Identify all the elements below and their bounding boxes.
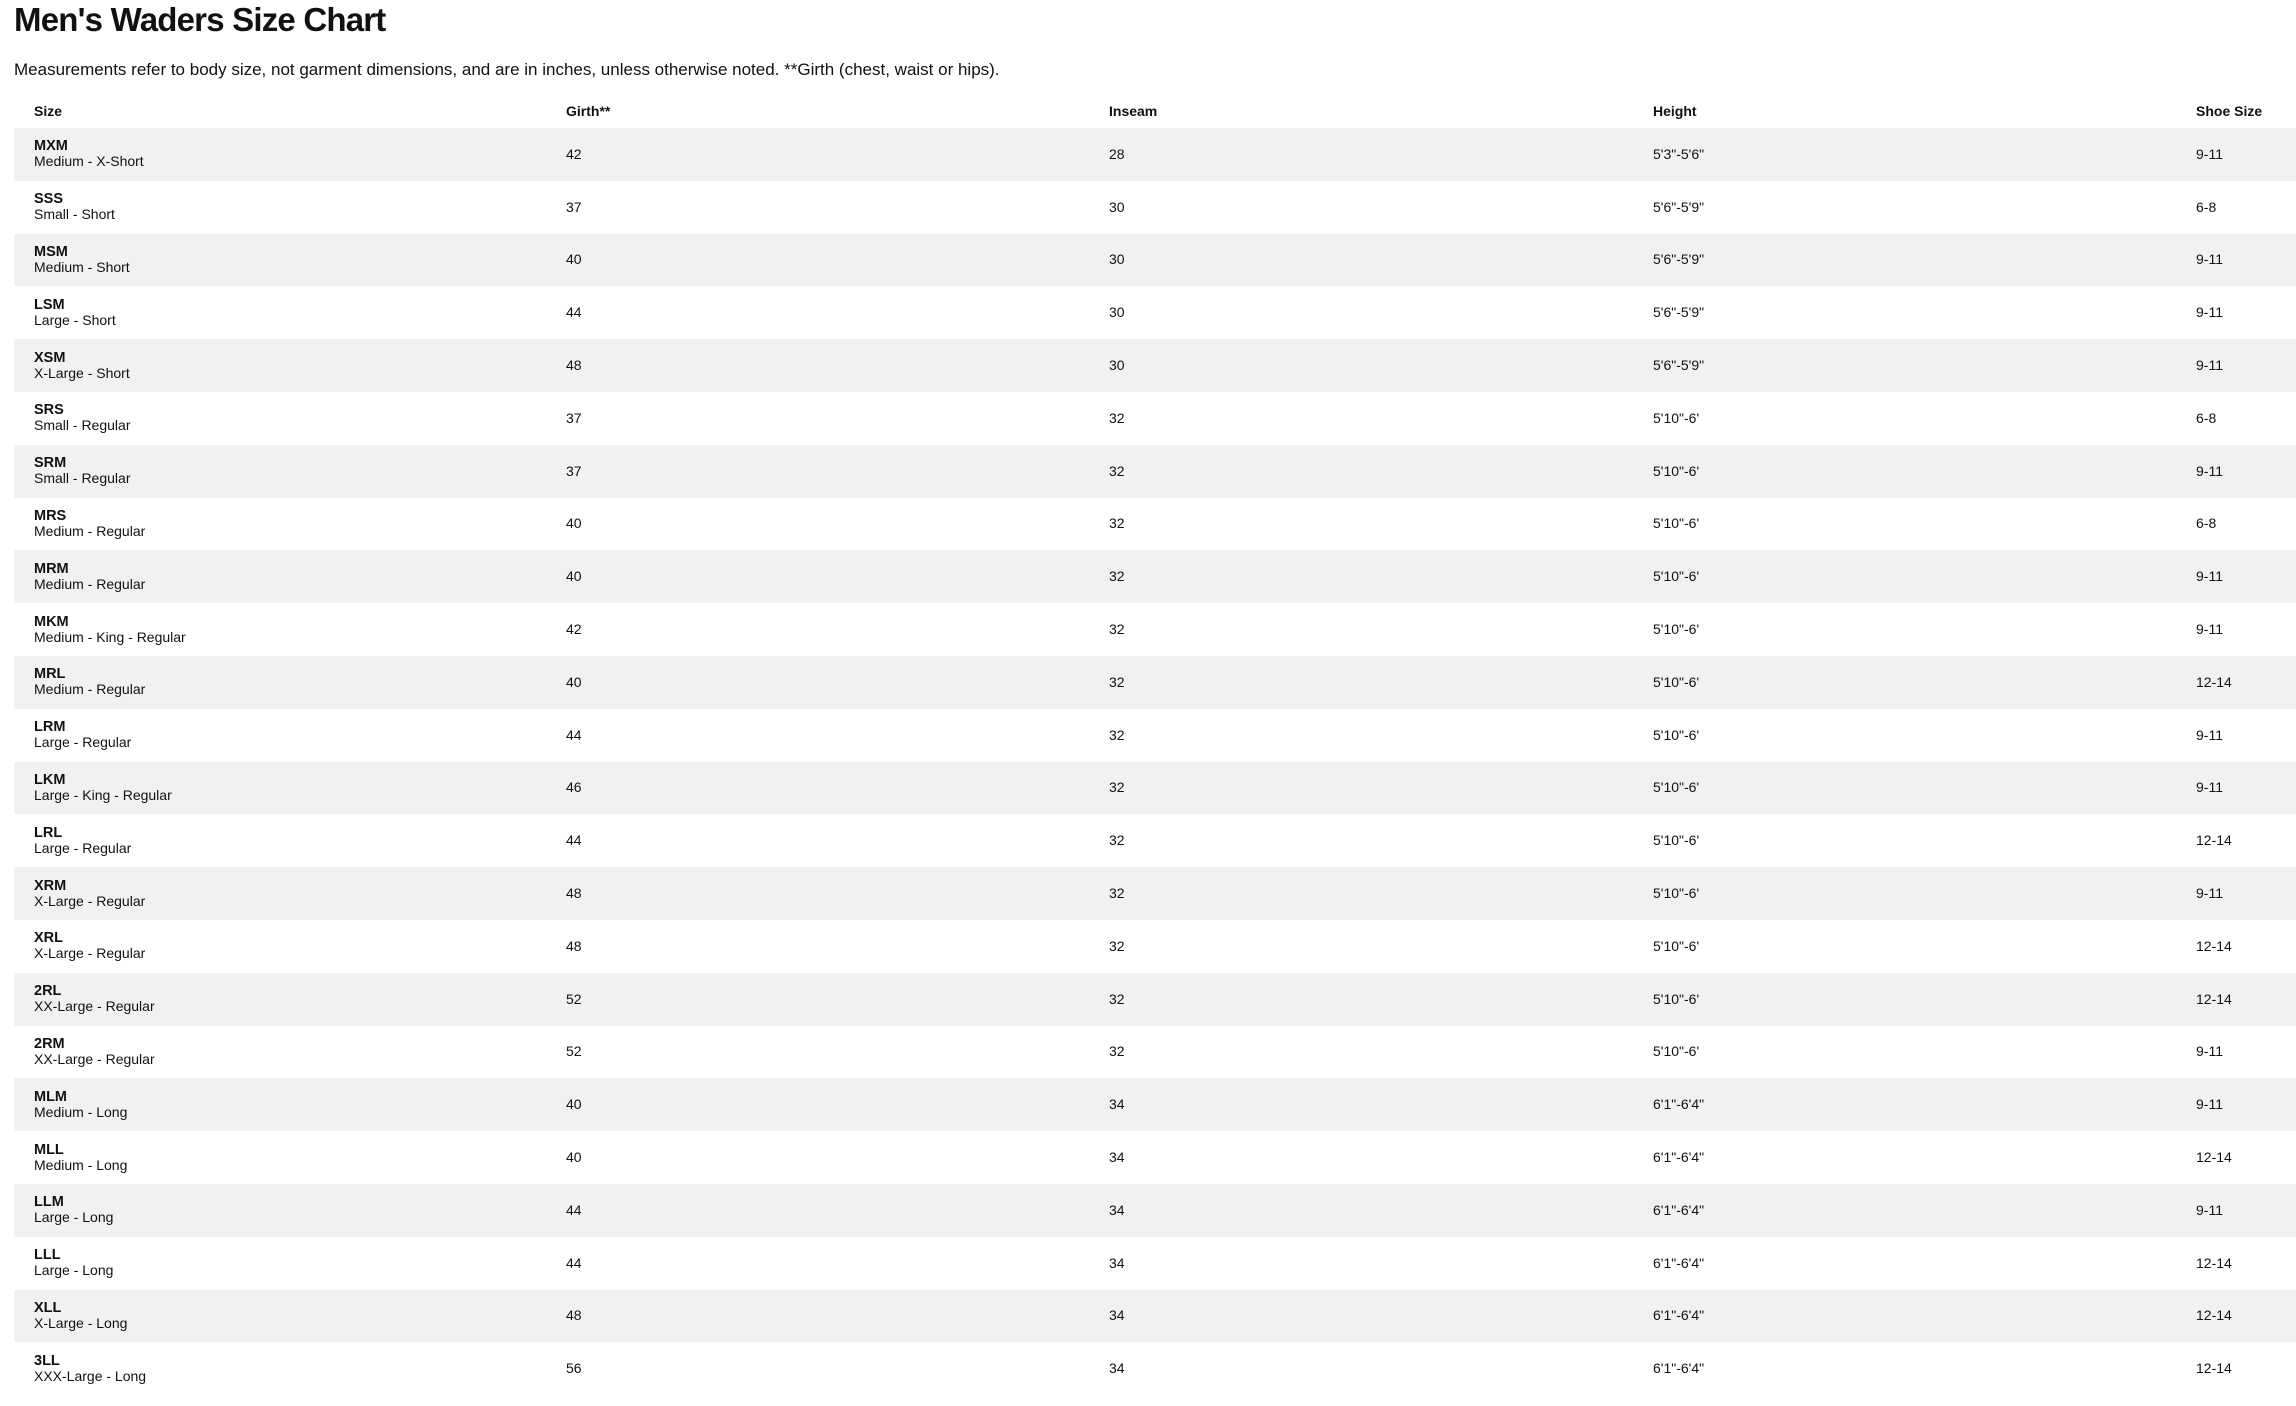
table-row [14,392,2296,445]
table-row [14,920,2296,973]
inseam-cell: 32 [1089,445,1633,498]
size-cell [14,656,546,709]
header-inseam: Inseam [1109,103,1158,119]
page-title: Men's Waders Size Chart [14,1,386,38]
size-cell [14,709,546,762]
girth-cell: 52 [546,973,1089,1026]
shoe-size-cell: 9-11 [2176,234,2296,287]
height-cell: 5'10"-6' [1633,1026,2176,1079]
table-row [14,867,2296,920]
shoe-size-cell: 12-14 [2176,1237,2296,1290]
girth-cell: 52 [546,1026,1089,1079]
size-cell [14,286,546,339]
girth-cell: 40 [546,550,1089,603]
shoe-size-cell: 9-11 [2176,445,2296,498]
size-cell [14,867,546,920]
measurement-note: Measurements refer to body size, not garment dimensions, and are in inches, unless otherwise noted. **Girth (chest, waist or hips). [14,60,1000,79]
size-code: MKM [34,613,69,630]
size-code: LSM [34,296,65,313]
size-cell [14,814,546,867]
size-cell [14,1184,546,1237]
height-cell: 5'10"-6' [1633,445,2176,498]
size-cell [14,1237,546,1290]
inseam-cell: 32 [1089,920,1633,973]
shoe-size-cell: 9-11 [2176,603,2296,656]
size-description: X-Large - Long [34,1314,128,1331]
girth-cell: 37 [546,392,1089,445]
girth-cell: 48 [546,920,1089,973]
inseam-cell: 32 [1089,973,1633,1026]
height-cell: 5'10"-6' [1633,656,2176,709]
shoe-size-cell: 12-14 [2176,656,2296,709]
inseam-cell: 34 [1089,1131,1633,1184]
size-description: Medium - Long [34,1156,128,1173]
table-row [14,234,2296,287]
girth-cell: 44 [546,286,1089,339]
shoe-size-cell: 9-11 [2176,867,2296,920]
girth-cell: 46 [546,762,1089,815]
size-code: MRM [34,560,69,577]
height-cell: 6'1"-6'4" [1633,1184,2176,1237]
girth-cell: 44 [546,709,1089,762]
shoe-size-cell: 9-11 [2176,550,2296,603]
table-row [14,128,2296,181]
size-code: 3LL [34,1352,60,1369]
inseam-cell: 30 [1089,286,1633,339]
table-row [14,1026,2296,1079]
inseam-cell: 28 [1089,128,1633,181]
header-size: Size [34,103,63,119]
inseam-cell: 32 [1089,762,1633,815]
shoe-size-cell: 12-14 [2176,1131,2296,1184]
girth-cell: 37 [546,445,1089,498]
size-code: LRM [34,719,66,736]
height-cell: 5'6"-5'9" [1633,339,2176,392]
inseam-cell: 30 [1089,339,1633,392]
size-table [14,94,2296,1395]
size-cell [14,1131,546,1184]
header-girth: Girth** [566,103,611,119]
table-row [14,181,2296,234]
height-cell: 5'10"-6' [1633,498,2176,551]
table-body [14,128,2296,1395]
shoe-size-cell: 6-8 [2176,181,2296,234]
size-cell [14,1290,546,1343]
girth-cell: 44 [546,1237,1089,1290]
height-cell: 5'10"-6' [1633,762,2176,815]
inseam-cell: 34 [1089,1184,1633,1237]
size-code: LLM [34,1194,64,1211]
height-cell: 5'10"-6' [1633,920,2176,973]
size-code: MRS [34,507,67,524]
inseam-cell: 32 [1089,656,1633,709]
size-cell [14,445,546,498]
size-code: 2RL [34,983,62,1000]
size-cell [14,181,546,234]
girth-cell: 48 [546,339,1089,392]
girth-cell: 40 [546,656,1089,709]
size-description: Large - King - Regular [34,786,172,803]
table-row [14,762,2296,815]
size-cell [14,234,546,287]
table-row [14,814,2296,867]
girth-cell: 40 [546,1131,1089,1184]
table-row [14,339,2296,392]
height-cell: 6'1"-6'4" [1633,1237,2176,1290]
height-cell: 5'6"-5'9" [1633,286,2176,339]
inseam-cell: 32 [1089,498,1633,551]
table-row [14,550,2296,603]
size-code: SRS [34,402,64,419]
inseam-cell: 32 [1089,603,1633,656]
size-code: XRL [34,930,63,947]
size-cell [14,973,546,1026]
size-cell [14,603,546,656]
inseam-cell: 32 [1089,392,1633,445]
table-row [14,1237,2296,1290]
size-code: LRL [34,824,63,841]
size-description: Small - Regular [34,470,131,487]
shoe-size-cell: 12-14 [2176,920,2296,973]
table-row [14,656,2296,709]
size-cell [14,920,546,973]
table-row [14,1184,2296,1237]
inseam-cell: 34 [1089,1237,1633,1290]
girth-cell: 44 [546,1184,1089,1237]
size-description: XX-Large - Regular [34,1050,155,1067]
header-height: Height [1653,103,1697,119]
height-cell: 5'10"-6' [1633,867,2176,920]
girth-cell: 42 [546,603,1089,656]
size-cell [14,1026,546,1079]
table-row [14,498,2296,551]
size-cell [14,339,546,392]
height-cell: 6'1"-6'4" [1633,1078,2176,1131]
shoe-size-cell: 9-11 [2176,709,2296,762]
girth-cell: 40 [546,234,1089,287]
height-cell: 5'10"-6' [1633,973,2176,1026]
table-row [14,973,2296,1026]
table-row [14,1131,2296,1184]
girth-cell: 40 [546,1078,1089,1131]
size-description: Small - Short [34,206,115,223]
inseam-cell: 34 [1089,1078,1633,1131]
size-code: MXM [34,138,68,155]
girth-cell: 44 [546,814,1089,867]
height-cell: 6'1"-6'4" [1633,1342,2176,1395]
size-code: MRL [34,666,66,683]
table-row [14,1078,2296,1131]
size-description: Small - Regular [34,417,131,434]
inseam-cell: 34 [1089,1342,1633,1395]
size-cell [14,1078,546,1131]
inseam-cell: 32 [1089,709,1633,762]
size-description: XX-Large - Regular [34,998,155,1015]
height-cell: 5'10"-6' [1633,709,2176,762]
shoe-size-cell: 6-8 [2176,392,2296,445]
girth-cell: 40 [546,498,1089,551]
shoe-size-cell: 12-14 [2176,814,2296,867]
height-cell: 5'10"-6' [1633,603,2176,656]
size-description: Medium - Long [34,1103,128,1120]
size-description: XXX-Large - Long [34,1367,147,1384]
size-cell [14,392,546,445]
size-description: Medium - Regular [34,681,146,698]
shoe-size-cell: 9-11 [2176,1078,2296,1131]
table-row [14,286,2296,339]
size-description: Medium - King - Regular [34,628,186,645]
table-row [14,1290,2296,1343]
inseam-cell: 32 [1089,867,1633,920]
size-code: XSM [34,349,66,366]
size-description: Medium - X-Short [34,153,144,170]
height-cell: 5'6"-5'9" [1633,234,2176,287]
girth-cell: 56 [546,1342,1089,1395]
shoe-size-cell: 9-11 [2176,339,2296,392]
inseam-cell: 32 [1089,1026,1633,1079]
girth-cell: 48 [546,1290,1089,1343]
inseam-cell: 30 [1089,181,1633,234]
size-description: Medium - Short [34,258,130,275]
size-code: LKM [34,771,66,788]
size-code: 2RM [34,1035,65,1052]
size-description: X-Large - Regular [34,892,146,909]
inseam-cell: 32 [1089,814,1633,867]
table-row [14,1342,2296,1395]
size-description: X-Large - Short [34,364,130,381]
shoe-size-cell: 12-14 [2176,1342,2296,1395]
inseam-cell: 30 [1089,234,1633,287]
girth-cell: 37 [546,181,1089,234]
size-code: XRM [34,877,67,894]
size-cell [14,762,546,815]
size-cell [14,128,546,181]
size-description: Large - Regular [34,839,132,856]
size-description: Large - Long [34,1262,114,1279]
shoe-size-cell: 6-8 [2176,498,2296,551]
size-description: Large - Long [34,1209,114,1226]
height-cell: 6'1"-6'4" [1633,1290,2176,1343]
size-code: MLL [34,1141,64,1158]
shoe-size-cell: 12-14 [2176,1290,2296,1343]
size-description: Large - Regular [34,734,132,751]
shoe-size-cell: 9-11 [2176,286,2296,339]
inseam-cell: 32 [1089,550,1633,603]
height-cell: 5'3"-5'6" [1633,128,2176,181]
size-cell [14,550,546,603]
shoe-size-cell: 9-11 [2176,762,2296,815]
table-row [14,709,2296,762]
table-row [14,603,2296,656]
girth-cell: 42 [546,128,1089,181]
height-cell: 5'10"-6' [1633,550,2176,603]
size-description: Large - Short [34,311,116,328]
height-cell: 5'10"-6' [1633,392,2176,445]
size-description: X-Large - Regular [34,945,146,962]
size-code: MLM [34,1088,68,1105]
size-description: Medium - Regular [34,575,146,592]
table-header-row [14,94,2296,128]
size-code: LLL [34,1247,61,1264]
size-code: SRM [34,455,67,472]
shoe-size-cell: 9-11 [2176,1026,2296,1079]
shoe-size-cell: 9-11 [2176,128,2296,181]
size-code: SSS [34,191,64,208]
shoe-size-cell: 12-14 [2176,973,2296,1026]
size-description: Medium - Regular [34,522,146,539]
height-cell: 5'6"-5'9" [1633,181,2176,234]
table-row [14,445,2296,498]
girth-cell: 48 [546,867,1089,920]
inseam-cell: 34 [1089,1290,1633,1343]
size-cell [14,1342,546,1395]
header-shoe-size: Shoe Size [2196,103,2263,119]
height-cell: 6'1"-6'4" [1633,1131,2176,1184]
size-code: XLL [34,1299,62,1316]
height-cell: 5'10"-6' [1633,814,2176,867]
shoe-size-cell: 9-11 [2176,1184,2296,1237]
size-code: MSM [34,243,68,260]
size-cell [14,498,546,551]
